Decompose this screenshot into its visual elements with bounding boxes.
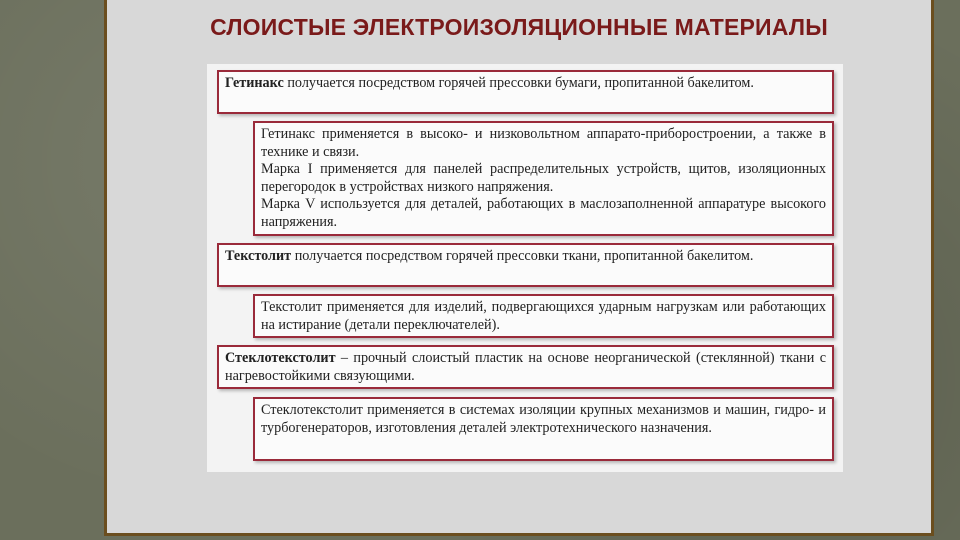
textolit-usage-box [253,294,834,338]
steklotextolit-usage-box [253,397,834,461]
getinaks-definition-box [217,70,834,114]
steklotextolit-definition-box [217,345,834,389]
textolit-definition [225,248,826,266]
steklotextolit-term: Стеклотекстолит [225,350,336,366]
content-panel [207,64,843,472]
getinaks-definition [225,75,826,93]
getinaks-definition-text: получается посредством горячей прессовки бумаги, пропитанной бакелитом. [283,75,754,91]
getinaks-term: Гетинакс [225,75,284,91]
getinaks-usage-p1: Гетинакс применяется в высоко- и низковольтном аппарато-приборостроении, а также в технике и связи. [261,126,826,160]
steklotextolit-definition [225,350,826,385]
textolit-usage-p1: Текстолит применяется для изделий, подвергающихся ударным нагрузкам или работающих на истирание (детали переключателей). [261,299,826,333]
getinaks-usage-p3: Марка V используется для деталей, работающих в маслозаполненной аппаратуре высокого напряжения. [261,196,826,230]
steklotextolit-definition-text: – прочный слоистый пластик на основе неорганической (стеклянной) ткани с нагревостойкими связующими. [225,350,826,384]
slide-title: СЛОИСТЫЕ ЭЛЕКТРОИЗОЛЯЦИОННЫЕ МАТЕРИАЛЫ [210,14,828,40]
steklotextolit-usage-p1: Стеклотекстолит применяется в системах изоляции крупных механизмов и машин, гидро- и турбогенераторов, изготовления деталей электротехнического назначения. [261,402,826,436]
getinaks-usage-box [253,121,834,236]
slide [104,0,934,536]
textolit-definition-text: получается посредством горячей прессовки ткани, пропитанной бакелитом. [291,248,754,264]
getinaks-usage-p2: Марка I применяется для панелей распределительных устройств, щитов, изоляционных перегородок в устройствах низкого напряжения. [261,161,826,195]
textolit-term: Текстолит [225,248,292,264]
textolit-definition-box [217,243,834,287]
